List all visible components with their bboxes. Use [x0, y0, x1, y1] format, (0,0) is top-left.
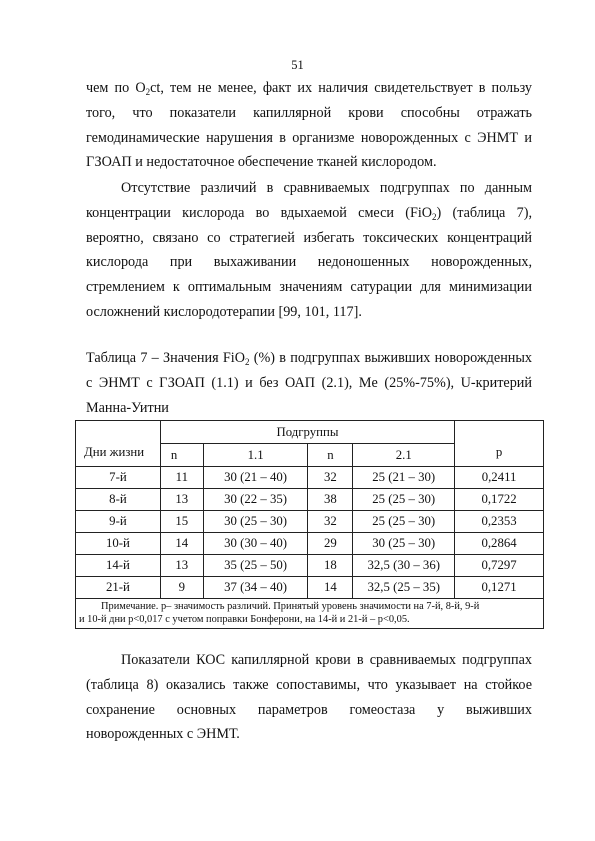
cell-n1: 13 — [160, 489, 203, 511]
header-group-2: 2.1 — [353, 444, 455, 467]
cell-v1: 35 (25 – 50) — [203, 555, 308, 577]
cell-v2: 32,5 (30 – 36) — [353, 555, 455, 577]
cell-p: 0,2353 — [455, 511, 544, 533]
paragraph-2-part-b: ) (таблица 7), вероятно, связано со стратегией избегать токсических концентраций кислорода при выхаживании недоношенных новорожденных, стремлением к оптимальным значениям сатурации для минимизации осложнений кислородотерапии [99, 101, 117]. — [86, 204, 532, 320]
table-row — [76, 511, 544, 533]
table-row — [76, 577, 544, 599]
cell-day: 8-й — [76, 489, 161, 511]
table-caption — [86, 346, 532, 420]
cell-day: 7-й — [76, 467, 161, 489]
table-row — [76, 467, 544, 489]
note-line-1: Примечание. p– значимость различий. Принятый уровень значимости на 7-й, 8-й, 9-й — [101, 601, 480, 612]
cell-p: 0,2411 — [455, 467, 544, 489]
paragraph-3: Показатели КОС капиллярной крови в сравниваемых подгруппах (таблица 8) оказались также сопоставимы, что указывает на стойкое сохранение основных параметров гомеостаза у выживших новорожденных с ЭНМТ. — [86, 652, 532, 743]
cell-day: 21-й — [76, 577, 161, 599]
paragraph-2 — [86, 176, 532, 325]
caption-part-b: (%) в подгруппах выживших новорожденных с ЭНМТ с ГЗОАП (1.1) и без ОАП (2.1), Me (25%-75%), U-критерий Манна-Уитни — [86, 350, 533, 416]
table-note — [76, 599, 544, 629]
table-row — [76, 489, 544, 511]
table-body — [76, 467, 544, 599]
cell-n1: 14 — [160, 533, 203, 555]
paragraph-1-part-a: чем по O — [86, 80, 146, 96]
cell-v2: 25 (25 – 30) — [353, 489, 455, 511]
table-header-row — [76, 421, 544, 444]
subscript-2: 2 — [432, 211, 437, 222]
cell-v2: 25 (25 – 30) — [353, 511, 455, 533]
header-p: p — [455, 421, 544, 467]
subscript-2: 2 — [244, 357, 250, 367]
fio2-table — [75, 420, 544, 629]
header-days: Дни жизни — [76, 421, 161, 467]
cell-n2: 32 — [308, 467, 353, 489]
cell-p: 0,1271 — [455, 577, 544, 599]
table-row — [76, 533, 544, 555]
header-n-1: n — [160, 444, 203, 467]
cell-n1: 13 — [160, 555, 203, 577]
cell-n2: 29 — [308, 533, 353, 555]
cell-p: 0,2864 — [455, 533, 544, 555]
cell-n2: 38 — [308, 489, 353, 511]
cell-v1: 30 (21 – 40) — [203, 467, 308, 489]
paragraph-1 — [86, 76, 532, 175]
table-row — [76, 555, 544, 577]
header-group-1: 1.1 — [203, 444, 308, 467]
caption-part-a: Таблица 7 – Значения FiO — [86, 350, 245, 366]
cell-v1: 37 (34 – 40) — [203, 577, 308, 599]
cell-v2: 30 (25 – 30) — [353, 533, 455, 555]
cell-day: 9-й — [76, 511, 161, 533]
cell-n1: 11 — [160, 467, 203, 489]
cell-v2: 25 (21 – 30) — [353, 467, 455, 489]
cell-p: 0,1722 — [455, 489, 544, 511]
cell-n2: 18 — [308, 555, 353, 577]
subscript-2: 2 — [145, 87, 151, 97]
paragraph-2-part-a: Отсутствие различий в сравниваемых подгруппах по данным концентрации кислорода во вдыхаемой смеси (FiO — [86, 180, 532, 221]
cell-n1: 9 — [160, 577, 203, 599]
cell-day: 10-й — [76, 533, 161, 555]
cell-v1: 30 (25 – 30) — [203, 511, 308, 533]
cell-p: 0,7297 — [455, 555, 544, 577]
cell-v1: 30 (30 – 40) — [203, 533, 308, 555]
header-n-2: n — [308, 444, 353, 467]
cell-v2: 32,5 (25 – 35) — [353, 577, 455, 599]
cell-v1: 30 (22 – 35) — [203, 489, 308, 511]
cell-n2: 32 — [308, 511, 353, 533]
page-number: 51 — [291, 58, 304, 72]
note-line-2: и 10-й дни p<0,017 с учетом поправки Бонферони, на 14-й и 21-й – p<0,05. — [79, 613, 410, 625]
header-subgroups: Подгруппы — [160, 421, 454, 444]
cell-n2: 14 — [308, 577, 353, 599]
table-note-row — [76, 599, 544, 629]
paragraph-1-part-b: ct, тем не менее, факт их наличия свидетельствует в пользу того, что показатели капиллярной крови способны отражать гемодинамические нарушения в организме новорожденных с ЭНМТ и ГЗОАП и недостаточное обеспечение тканей кислородом. — [86, 80, 532, 171]
cell-day: 14-й — [76, 555, 161, 577]
cell-n1: 15 — [160, 511, 203, 533]
